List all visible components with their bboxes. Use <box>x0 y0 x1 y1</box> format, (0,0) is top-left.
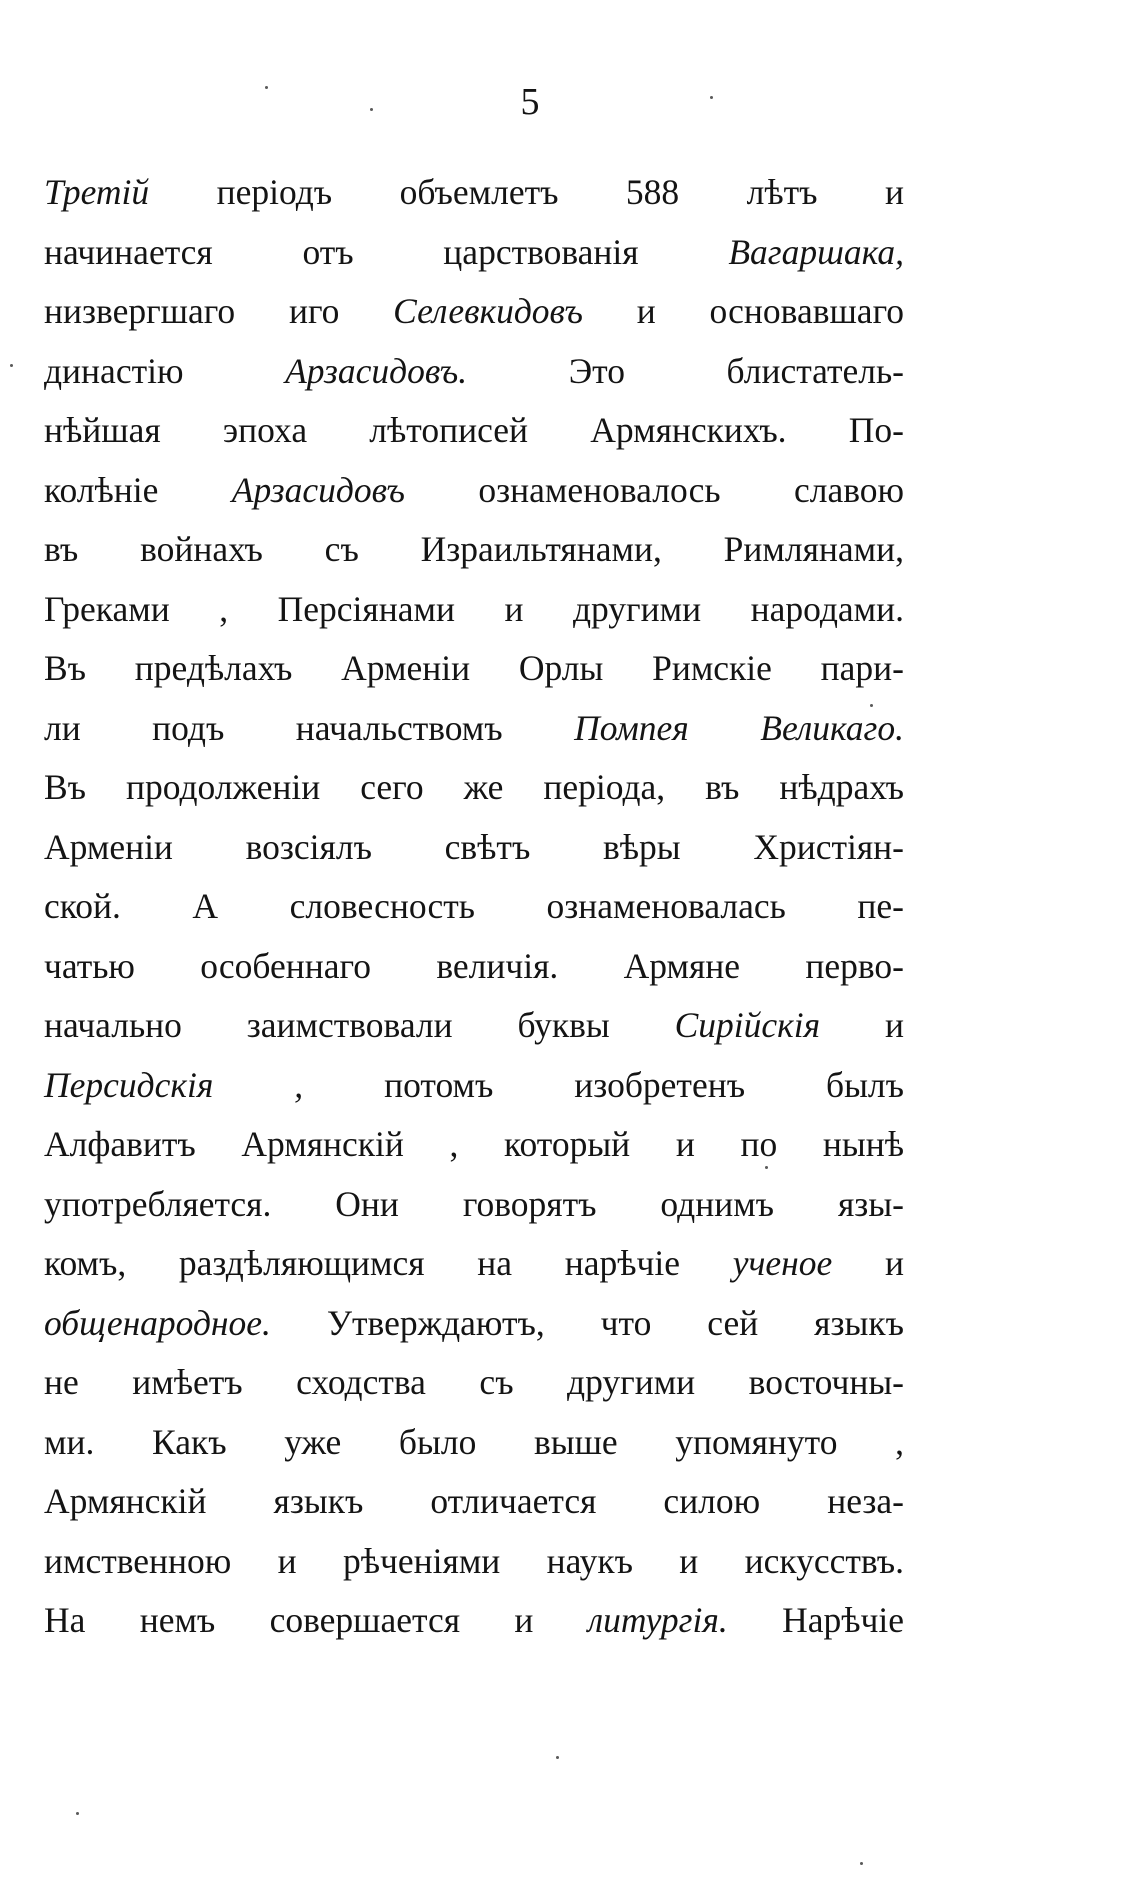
text-run: въ войнахъ съ Израильтянами, Римлянами, <box>44 529 904 569</box>
scan-speck <box>870 704 873 707</box>
text-run: Въ предѣлахъ Арменіи Орлы Римскіе пари- <box>44 648 904 688</box>
text-line <box>44 1056 904 1116</box>
text-line <box>44 1413 904 1473</box>
italic-text: Арзасидовъ. <box>285 350 468 391</box>
text-run: Это блистатель- <box>467 350 904 391</box>
italic-text: Третій <box>44 172 150 212</box>
text-line <box>44 461 904 521</box>
text-run: начинается отъ царствованія <box>44 231 729 272</box>
italic-text: Помпея Великаго. <box>574 707 904 748</box>
text-line <box>44 580 904 640</box>
text-line <box>44 282 904 342</box>
italic-text: Селевкидовъ <box>393 291 583 331</box>
text-run: колѣніе <box>44 469 232 510</box>
text-run: ми. Какъ уже было выше упомянуто , <box>44 1421 904 1462</box>
text-line <box>44 1532 904 1592</box>
italic-text: Вагаршака, <box>728 231 904 272</box>
text-line <box>44 996 904 1056</box>
italic-text: общенародное. <box>44 1302 271 1343</box>
italic-text: литургія. <box>587 1600 728 1640</box>
text-run: Въ продолженіи сего же періода, въ нѣдрахъ <box>44 767 904 807</box>
text-line <box>44 163 904 223</box>
text-line <box>44 937 904 997</box>
text-run: династію <box>44 350 286 391</box>
text-line <box>44 1115 904 1175</box>
text-line <box>44 699 904 759</box>
text-line <box>44 877 904 937</box>
italic-text: Сирійскія <box>674 1005 821 1045</box>
text-run: и <box>820 1005 904 1045</box>
text-run: начально заимствовали буквы <box>44 1005 675 1045</box>
text-run: чатью особеннаго величія. Армяне перво- <box>44 945 904 986</box>
text-run: употребляется. Они говорятъ однимъ язы- <box>44 1183 904 1224</box>
text-run: періодъ объемлетъ 588 лѣтъ и <box>149 172 904 212</box>
scan-speck <box>710 96 713 99</box>
text-run: Утверждаютъ, что сей языкъ <box>270 1302 904 1343</box>
text-run: имственною и рѣченіями наукъ и искусствъ. <box>44 1540 904 1581</box>
scan-speck <box>10 364 13 367</box>
text-run: На немъ совершается и <box>44 1600 588 1640</box>
text-line <box>44 342 904 402</box>
text-line <box>44 1294 904 1354</box>
text-line <box>44 758 904 818</box>
text-run: нѣйшая эпоха лѣтописей Армянскихъ. По- <box>44 410 904 450</box>
text-run: ли подъ начальствомъ <box>44 707 575 748</box>
text-run: и основавшаго <box>582 291 904 331</box>
text-line <box>44 1472 904 1532</box>
page-number: 5 <box>520 81 540 123</box>
text-run: потомъ изобретенъ былъ <box>303 1064 904 1105</box>
text-line <box>44 1175 904 1235</box>
text-run: Алфавитъ Армянскій , который и по нынѣ <box>44 1124 904 1164</box>
text-line <box>44 639 904 699</box>
text-run: Арменіи возсіялъ свѣтъ вѣры Христіян- <box>44 826 904 867</box>
body-text <box>44 163 904 1651</box>
text-run: низвергшаго иго <box>44 291 394 331</box>
scan-speck <box>370 108 373 111</box>
italic-text: ученое <box>732 1243 833 1283</box>
text-line <box>44 1353 904 1413</box>
text-run: и <box>832 1243 904 1283</box>
text-run: Армянскій языкъ отличается силою неза- <box>44 1481 904 1521</box>
text-line <box>44 223 904 283</box>
text-line <box>44 1234 904 1294</box>
scan-speck <box>765 1166 768 1169</box>
text-run: ской. А словесность ознаменовалась пе- <box>44 886 904 926</box>
text-run: комъ, раздѣляющимся на нарѣчіе <box>44 1243 733 1283</box>
scan-speck <box>556 1756 559 1759</box>
scan-speck <box>265 86 268 89</box>
text-run: Нарѣчіе <box>727 1600 904 1640</box>
text-line <box>44 1591 904 1651</box>
scan-speck <box>76 1812 79 1815</box>
text-run: Греками , Персіянами и другими народами. <box>44 588 904 629</box>
text-run: ознаменовалось славою <box>404 469 904 510</box>
text-line <box>44 520 904 580</box>
italic-text: Арзасидовъ <box>231 469 405 510</box>
text-line <box>44 818 904 878</box>
italic-text: Персидскія , <box>44 1064 304 1105</box>
scan-speck <box>860 1862 863 1865</box>
text-line <box>44 401 904 461</box>
text-run: не имѣетъ сходства съ другими восточны- <box>44 1362 904 1402</box>
